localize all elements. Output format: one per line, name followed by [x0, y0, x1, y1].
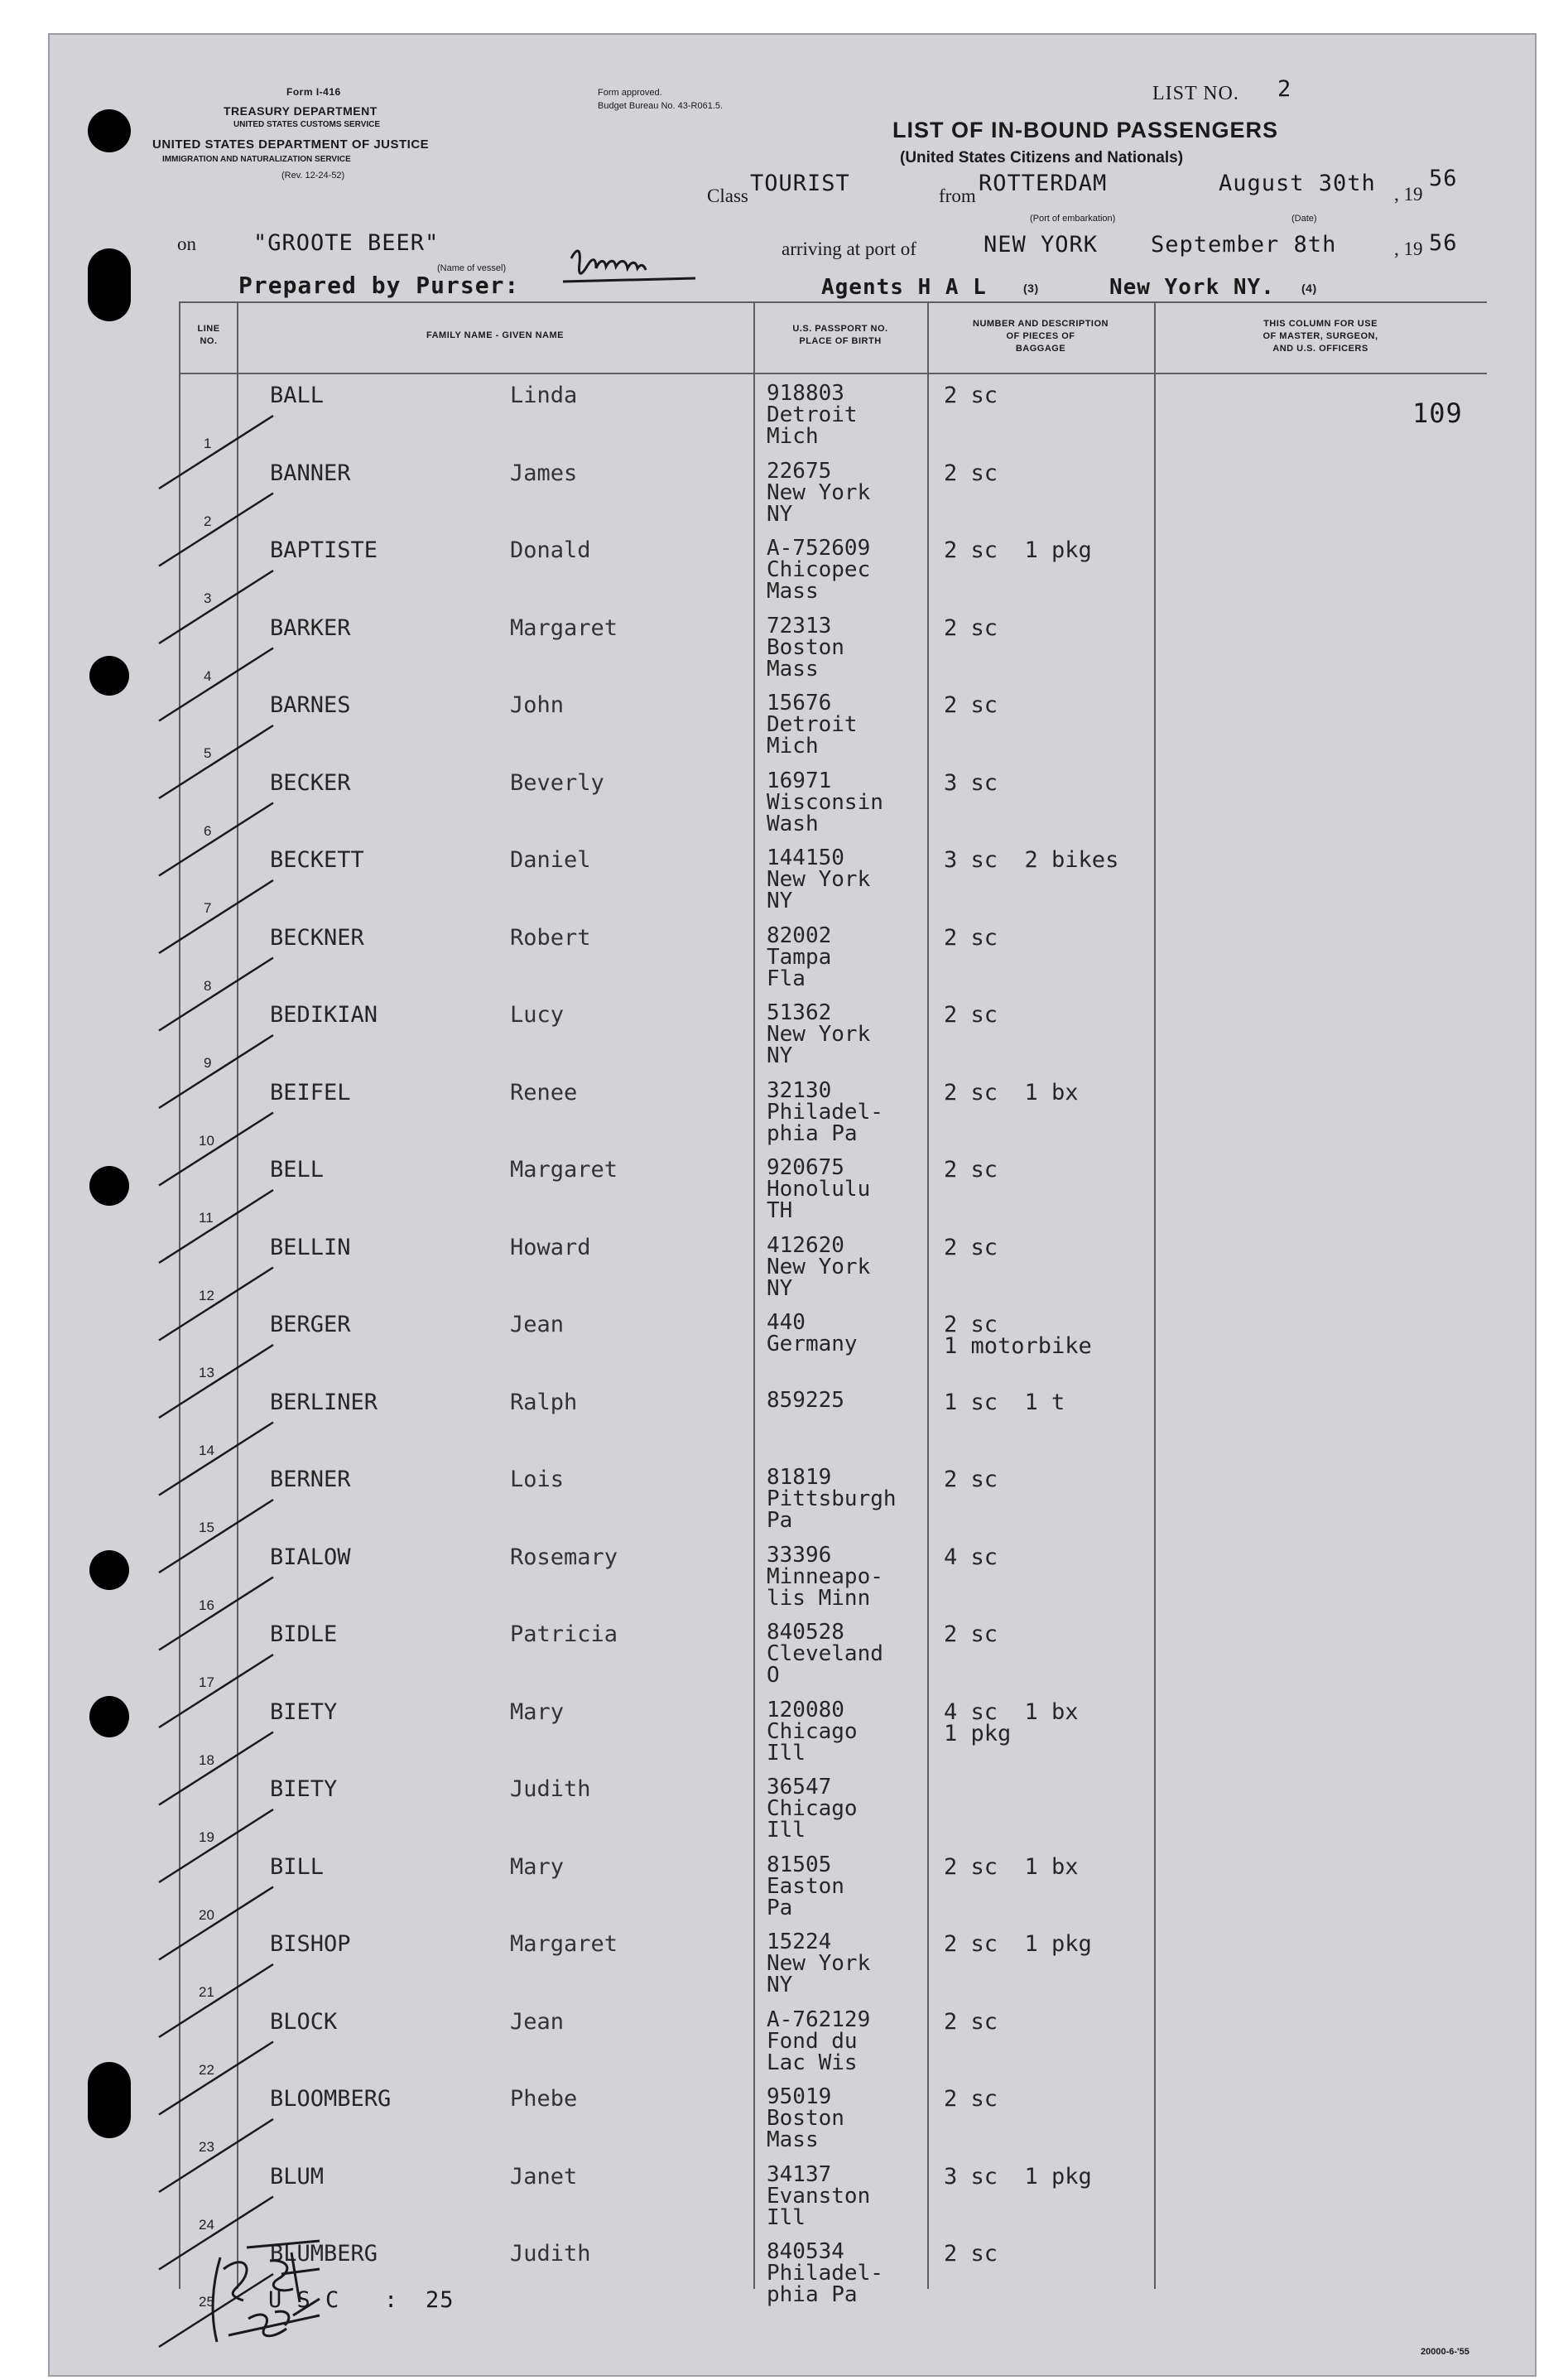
departure-year-prefix: , 19 — [1394, 184, 1423, 205]
table-header-border — [179, 373, 1487, 374]
binder-hole — [89, 1166, 129, 1206]
given-name: Phebe — [510, 2086, 578, 2112]
passport-and-birthplace: 72313 Boston Mass — [767, 613, 844, 682]
baggage-description: 2 sc 1 pkg — [944, 537, 1092, 563]
passport-and-birthplace: 33396 Minneapo- lis Minn — [767, 1542, 883, 1611]
class-label: Class — [707, 185, 748, 206]
given-name: Judith — [510, 2241, 591, 2267]
col-header-officers: THIS COLUMN FOR USE OF MASTER, SURGEON, AND U.S. OFFICERS — [1263, 319, 1378, 354]
departure-year: 56 — [1429, 166, 1458, 191]
line-number: 25 — [199, 2294, 214, 2310]
baggage-description: 4 sc 1 bx — [944, 1698, 1079, 1725]
given-name: Howard — [510, 1234, 591, 1260]
line-number: 12 — [199, 1287, 214, 1303]
line-number: 5 — [204, 745, 212, 761]
budget-bureau: Budget Bureau No. 43-R061.5. — [598, 101, 724, 111]
line-number: 11 — [199, 1210, 214, 1226]
line-number: 9 — [204, 1055, 212, 1071]
agents-label: Agents H A L — [821, 275, 987, 300]
line-number: 1 — [204, 436, 212, 451]
line-number: 18 — [199, 1751, 214, 1768]
family-name: BIETY — [270, 1776, 338, 1802]
family-name: BALL — [270, 383, 325, 408]
passport-and-birthplace: A-752609 Chicopec Mass — [767, 536, 871, 604]
arrival-port: NEW YORK — [984, 232, 1099, 258]
dept-justice: UNITED STATES DEPARTMENT OF JUSTICE — [152, 137, 430, 152]
purser-signature — [556, 240, 730, 295]
baggage-description: 2 sc — [944, 1621, 998, 1647]
agents-mark: (3) — [1023, 282, 1039, 295]
baggage-description: 4 sc — [944, 1544, 998, 1570]
line-number: 21 — [199, 1984, 214, 2000]
line-number: 7 — [204, 900, 212, 916]
arrival-year-prefix: , 19 — [1394, 238, 1423, 259]
vessel-name: "GROOTE BEER" — [253, 230, 440, 256]
col-divider — [1154, 301, 1156, 2289]
given-name: Linda — [510, 383, 578, 408]
baggage-description: 3 sc 2 bikes — [944, 847, 1119, 873]
passport-and-birthplace: 22675 New York NY — [767, 458, 871, 527]
baggage-description: 1 sc 1 t — [944, 1389, 1065, 1415]
baggage-description: 2 sc 1 bx — [944, 1079, 1079, 1106]
col-header-name: FAMILY NAME - GIVEN NAME — [426, 330, 565, 340]
prepared-by-label: Prepared by Purser: — [238, 272, 520, 299]
passport-and-birthplace: 120080 Chicago Ill — [767, 1697, 858, 1766]
passport-and-birthplace: 51362 New York NY — [767, 1000, 871, 1068]
family-name: BILL — [270, 1853, 325, 1880]
baggage-description: 2 sc — [944, 924, 998, 951]
passport-and-birthplace: 412620 New York NY — [767, 1232, 871, 1301]
family-name: BEDIKIAN — [270, 1002, 378, 1028]
family-name: BELLIN — [270, 1234, 351, 1260]
passport-and-birthplace: 81819 Pittsburgh Pa — [767, 1465, 897, 1533]
family-name: BERNER — [270, 1467, 351, 1492]
binder-hole — [88, 248, 131, 321]
col-header-baggage: NUMBER AND DESCRIPTION OF PIECES OF BAGGAGE — [973, 319, 1109, 354]
departure-date: August 30th — [1219, 171, 1376, 196]
family-name: BISHOP — [270, 1931, 351, 1957]
line-number: 3 — [204, 590, 212, 606]
passport-and-birthplace: 859225 — [767, 1387, 844, 1413]
passport-and-birthplace: 918803 Detroit Mich — [767, 381, 858, 449]
family-name: BIDLE — [270, 1621, 338, 1647]
form-revision: (Rev. 12-24-52) — [281, 171, 345, 181]
table-top-border — [179, 301, 1487, 303]
line-number: 19 — [199, 1829, 214, 1845]
baggage-description-extra: 1 pkg — [944, 1720, 1012, 1746]
col-divider — [753, 301, 755, 2289]
passport-and-birthplace: 36547 Chicago Ill — [767, 1775, 858, 1843]
family-name: BIETY — [270, 1698, 338, 1725]
given-name: James — [510, 460, 578, 486]
class-value: TOURIST — [750, 171, 850, 196]
passport-and-birthplace: 144150 New York NY — [767, 846, 871, 913]
baggage-description-extra: 1 motorbike — [944, 1333, 1092, 1359]
from-label: from — [939, 185, 976, 206]
col-divider — [237, 301, 238, 2289]
line-number: 15 — [199, 1520, 214, 1535]
line-number: 24 — [199, 2216, 214, 2233]
passport-and-birthplace: 15224 New York NY — [767, 1930, 871, 1997]
passport-and-birthplace: 82002 Tampa Fla — [767, 923, 832, 991]
passport-and-birthplace: 840534 Philadel- phia Pa — [767, 2239, 883, 2307]
given-name: Beverly — [510, 769, 604, 796]
given-name: Robert — [510, 924, 591, 951]
given-name: Judith — [510, 1776, 591, 1802]
agents-city: New York NY. — [1109, 275, 1275, 300]
family-name: BLUM — [270, 2163, 325, 2190]
line-number: 8 — [204, 977, 212, 994]
family-name: BERGER — [270, 1312, 351, 1337]
baggage-description: 2 sc — [944, 1234, 998, 1260]
given-name: Janet — [510, 2163, 578, 2190]
col-header-passport: U.S. PASSPORT NO. PLACE OF BIRTH — [792, 324, 888, 346]
baggage-description: 2 sc — [944, 1312, 998, 1337]
line-number: 17 — [199, 1674, 214, 1690]
binder-hole — [89, 656, 129, 696]
baggage-description: 2 sc — [944, 2241, 998, 2267]
passport-and-birthplace: 920675 Honolulu TH — [767, 1155, 871, 1223]
line-number: 2 — [204, 513, 212, 529]
baggage-description: 2 sc — [944, 1157, 998, 1183]
page-subtitle: (United States Citizens and Nationals) — [900, 149, 1184, 166]
arriving-label: arriving at port of — [782, 238, 916, 259]
family-name: BANNER — [270, 460, 351, 486]
passport-and-birthplace: 95019 Boston Mass — [767, 2084, 844, 2152]
dept-immigration: IMMIGRATION AND NATURALIZATION SERVICE — [162, 155, 351, 164]
given-name: Jean — [510, 1312, 565, 1337]
passport-and-birthplace: 81505 Easton Pa — [767, 1852, 844, 1920]
col-divider — [927, 301, 929, 2289]
line-number: 10 — [199, 1132, 214, 1149]
given-name: Patricia — [510, 1621, 618, 1647]
binder-hole — [88, 2062, 131, 2138]
passport-and-birthplace: 16971 Wisconsin Wash — [767, 768, 883, 836]
line-number: 4 — [204, 667, 212, 684]
given-name: Daniel — [510, 847, 591, 873]
line-number: 20 — [199, 1906, 214, 1923]
family-name: BERLINER — [270, 1389, 378, 1415]
baggage-description: 2 sc — [944, 1002, 998, 1028]
officer-note: 109 — [1412, 397, 1463, 429]
date-caption: (Date) — [1291, 214, 1317, 224]
given-name: Lois — [510, 1467, 565, 1492]
form-number: Form I-416 — [286, 86, 341, 98]
given-name: Mary — [510, 1853, 565, 1880]
col-divider — [179, 301, 180, 2289]
line-number: 23 — [199, 2139, 214, 2155]
arrival-date: September 8th — [1151, 232, 1337, 258]
given-name: Lucy — [510, 1002, 565, 1028]
line-number: 22 — [199, 2061, 214, 2078]
family-name: BARKER — [270, 614, 351, 641]
embarkation-port: ROTTERDAM — [979, 171, 1108, 196]
on-label: on — [177, 234, 196, 254]
given-name: Ralph — [510, 1389, 578, 1415]
baggage-description: 2 sc — [944, 2008, 998, 2035]
baggage-description: 3 sc — [944, 769, 998, 796]
given-name: Jean — [510, 2008, 565, 2035]
given-name: Mary — [510, 1698, 565, 1725]
line-number: 13 — [199, 1365, 214, 1380]
family-name: BLOCK — [270, 2008, 338, 2035]
given-name: Donald — [510, 537, 591, 563]
baggage-description: 2 sc 1 pkg — [944, 1931, 1092, 1957]
footer-count: 25 — [426, 2287, 455, 2313]
baggage-description: 2 sc — [944, 614, 998, 641]
family-name: BELL — [270, 1157, 325, 1183]
given-name: Renee — [510, 1079, 578, 1106]
family-name: BAPTISTE — [270, 537, 378, 563]
binder-hole — [89, 1696, 129, 1737]
vessel-caption: (Name of vessel) — [437, 263, 507, 273]
baggage-description: 2 sc — [944, 1467, 998, 1492]
given-name: Rosemary — [510, 1544, 618, 1570]
passport-and-birthplace: 32130 Philadel- phia Pa — [767, 1077, 883, 1146]
form-print-code: 20000-6-'55 — [1421, 2347, 1469, 2357]
family-name: BECKER — [270, 769, 351, 796]
agents-mark-2: (4) — [1301, 282, 1317, 295]
footer-tally: U S C — [268, 2287, 340, 2313]
binder-hole — [89, 1550, 129, 1590]
form-approved: Form approved. — [598, 88, 662, 98]
list-label: LIST NO. — [1152, 83, 1239, 104]
dept-customs: UNITED STATES CUSTOMS SERVICE — [233, 120, 381, 129]
passport-and-birthplace: 34137 Evanston Ill — [767, 2161, 871, 2230]
baggage-description: 2 sc — [944, 383, 998, 408]
line-number: 6 — [204, 822, 212, 839]
family-name: BLUMBERG — [270, 2241, 378, 2267]
given-name: Margaret — [510, 1931, 618, 1957]
footer-colon: : — [384, 2287, 399, 2313]
line-number: 16 — [199, 1597, 214, 1613]
given-name: Margaret — [510, 1157, 618, 1183]
family-name: BECKETT — [270, 847, 364, 873]
baggage-description: 2 sc — [944, 2086, 998, 2112]
family-name: BIALOW — [270, 1544, 351, 1570]
passport-and-birthplace: A-762129 Fond du Lac Wis — [767, 2007, 871, 2075]
line-number: 14 — [199, 1442, 214, 1458]
family-name: BLOOMBERG — [270, 2086, 392, 2112]
list-number: 2 — [1277, 76, 1292, 102]
binder-hole — [88, 109, 131, 152]
baggage-description: 2 sc 1 bx — [944, 1853, 1079, 1880]
port-caption: (Port of embarkation) — [1030, 214, 1116, 224]
baggage-description: 3 sc 1 pkg — [944, 2163, 1092, 2190]
arrival-year: 56 — [1429, 230, 1458, 256]
baggage-description: 2 sc — [944, 692, 998, 718]
given-name: Margaret — [510, 614, 618, 641]
baggage-description: 2 sc — [944, 460, 998, 486]
family-name: BECKNER — [270, 924, 364, 951]
passport-and-birthplace: 440 Germany — [767, 1310, 858, 1356]
family-name: BEIFEL — [270, 1079, 351, 1106]
passport-and-birthplace: 15676 Detroit Mich — [767, 691, 858, 759]
page-title: LIST OF IN-BOUND PASSENGERS — [892, 118, 1279, 142]
passport-and-birthplace: 840528 Cleveland O — [767, 1620, 883, 1688]
dept-treasury: TREASURY DEPARTMENT — [224, 104, 378, 118]
given-name: John — [510, 692, 565, 718]
family-name: BARNES — [270, 692, 351, 718]
col-header-line: LINE NO. — [197, 324, 220, 346]
